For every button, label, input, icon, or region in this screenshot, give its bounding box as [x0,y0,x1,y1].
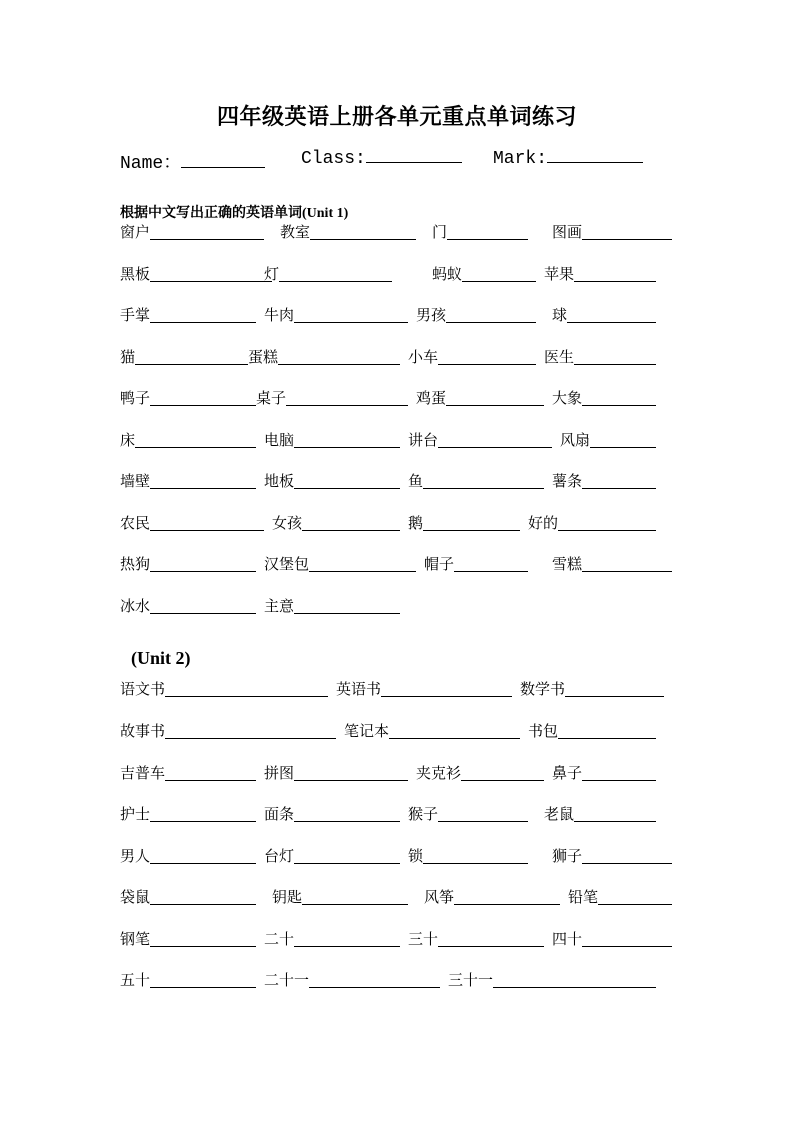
chinese-word: 蛋糕 [248,348,279,366]
mark-field [493,148,643,169]
chinese-word: 鹅 [408,514,424,532]
chinese-word: 狮子 [552,847,583,865]
chinese-word: 拼图 [264,764,295,782]
answer-blank[interactable] [574,348,656,365]
chinese-word: 老鼠 [544,805,575,823]
answer-blank[interactable] [454,555,528,572]
answer-blank[interactable] [574,265,656,282]
vocab-item [120,886,256,908]
vocab-item [552,845,672,867]
answer-blank[interactable] [446,306,536,323]
answer-blank[interactable] [423,847,528,864]
vocab-item [552,387,656,409]
vocab-item [568,886,672,908]
answer-blank[interactable] [309,555,416,572]
vocab-item [120,803,256,825]
class-label: Class: [301,149,366,169]
answer-blank[interactable] [294,597,400,614]
vocab-item [408,470,544,492]
vocab-item [256,387,408,409]
class-blank[interactable] [366,148,462,163]
chinese-word: 猫 [120,348,136,366]
vocab-item [552,928,672,950]
answer-blank[interactable] [302,888,408,905]
vocab-item [120,221,264,243]
answer-blank[interactable] [381,680,512,697]
chinese-word: 铅笔 [568,888,599,906]
unit2-heading: (Unit 2) [131,648,191,668]
chinese-word: 鼻子 [552,764,583,782]
vocab-item [528,720,656,742]
vocab-item [520,678,664,700]
answer-blank[interactable] [135,431,256,448]
chinese-word: 鸡蛋 [416,389,447,407]
chinese-word: 男孩 [416,306,447,324]
vocab-item [272,886,408,908]
chinese-word: 黑板 [120,265,151,283]
answer-blank[interactable] [294,805,400,822]
answer-blank[interactable] [150,805,256,822]
answer-blank[interactable] [558,722,656,739]
vocab-item [280,221,416,243]
chinese-word: 教室 [280,223,311,241]
chinese-word: 三十 [408,930,439,948]
vocab-item [264,928,400,950]
answer-blank[interactable] [150,265,272,282]
chinese-word: 故事书 [120,722,166,740]
answer-blank[interactable] [165,764,256,781]
answer-blank[interactable] [582,847,672,864]
vocab-item [120,720,336,742]
chinese-word: 球 [552,306,568,324]
vocab-item [120,595,256,617]
vocab-item [424,553,528,575]
vocab-item [120,346,248,368]
chinese-word: 小车 [408,348,439,366]
vocab-item [408,803,528,825]
vocab-item [264,762,408,784]
chinese-word: 农民 [120,514,151,532]
chinese-word: 二十 [264,930,295,948]
chinese-word: 猴子 [408,805,439,823]
vocab-item [344,720,520,742]
chinese-word: 鱼 [408,472,424,490]
answer-blank[interactable] [582,930,672,947]
chinese-word: 电脑 [264,431,295,449]
vocab-item [120,387,256,409]
name-field [120,148,265,174]
answer-blank[interactable] [438,930,544,947]
vocab-item [560,429,656,451]
vocab-item [408,928,544,950]
vocab-item [552,221,672,243]
answer-blank[interactable] [165,722,336,739]
answer-blank[interactable] [446,389,544,406]
vocab-item [120,553,256,575]
answer-blank[interactable] [423,514,520,531]
chinese-word: 图画 [552,223,583,241]
chinese-word: 桌子 [256,389,287,407]
class-field [301,148,462,169]
chinese-word: 床 [120,431,136,449]
answer-blank[interactable] [567,306,656,323]
vocab-item [272,512,400,534]
vocab-item [544,263,656,285]
vocab-item [120,678,328,700]
answer-blank[interactable] [438,348,536,365]
vocab-item [120,470,256,492]
vocab-item [448,969,656,991]
vocab-item [408,346,536,368]
chinese-word: 好的 [528,514,559,532]
answer-blank[interactable] [150,514,264,531]
vocab-item [120,928,256,950]
chinese-word: 护士 [120,805,151,823]
answer-blank[interactable] [165,680,328,697]
answer-blank[interactable] [294,472,400,489]
vocab-item [264,429,400,451]
chinese-word: 鸭子 [120,389,151,407]
answer-blank[interactable] [294,764,408,781]
chinese-word: 笔记本 [344,722,390,740]
chinese-word: 女孩 [272,514,303,532]
vocab-item [544,346,656,368]
answer-blank[interactable] [302,514,400,531]
answer-blank[interactable] [447,223,528,240]
vocab-item [264,969,440,991]
answer-blank[interactable] [438,805,528,822]
chinese-word: 吉普车 [120,764,166,782]
answer-blank[interactable] [565,680,664,697]
answer-blank[interactable] [150,306,256,323]
answer-blank[interactable] [389,722,520,739]
chinese-word: 男人 [120,847,151,865]
vocab-item [552,553,672,575]
chinese-word: 苹果 [544,265,575,283]
answer-blank[interactable] [135,348,248,365]
chinese-word: 大象 [552,389,583,407]
answer-blank[interactable] [462,265,536,282]
chinese-word: 牛肉 [264,306,295,324]
answer-blank[interactable] [423,472,544,489]
answer-blank[interactable] [150,971,256,988]
chinese-word: 风筝 [424,888,455,906]
vocab-item [408,512,520,534]
answer-blank[interactable] [438,431,552,448]
chinese-word: 风扇 [560,431,591,449]
answer-blank[interactable] [310,223,416,240]
chinese-word: 地板 [264,472,295,490]
chinese-word: 医生 [544,348,575,366]
answer-blank[interactable] [598,888,672,905]
chinese-word: 冰水 [120,597,151,615]
chinese-word: 帽子 [424,555,455,573]
chinese-word: 手掌 [120,306,151,324]
answer-blank[interactable] [286,389,408,406]
answer-blank[interactable] [294,930,400,947]
name-blank[interactable] [181,153,265,168]
answer-blank[interactable] [582,389,656,406]
vocab-item [264,803,400,825]
chinese-word: 三十一 [448,971,494,989]
vocab-item [264,304,408,326]
answer-blank[interactable] [294,847,400,864]
chinese-word: 锁 [408,847,424,865]
answer-blank[interactable] [150,888,256,905]
chinese-word: 书包 [528,722,559,740]
chinese-word: 主意 [264,597,295,615]
answer-blank[interactable] [558,514,656,531]
name-label: Name： [120,154,182,174]
answer-blank[interactable] [150,555,256,572]
vocab-item [264,845,400,867]
vocab-item [408,845,528,867]
vocab-item [416,762,544,784]
answer-blank[interactable] [294,306,408,323]
answer-blank[interactable] [294,431,400,448]
vocab-item [264,553,416,575]
vocab-item [248,346,400,368]
answer-blank[interactable] [582,223,672,240]
mark-blank[interactable] [547,148,643,163]
vocab-item [552,470,656,492]
chinese-word: 台灯 [264,847,295,865]
vocab-item [432,221,528,243]
chinese-word: 墙壁 [120,472,151,490]
answer-blank[interactable] [574,805,656,822]
chinese-word: 汉堡包 [264,555,310,573]
chinese-word: 钢笔 [120,930,151,948]
answer-blank[interactable] [150,847,256,864]
vocab-item [336,678,512,700]
vocab-item [120,304,256,326]
vocab-item [552,304,656,326]
answer-blank[interactable] [150,472,256,489]
vocab-item [552,762,656,784]
chinese-word: 四十 [552,930,583,948]
vocab-item [424,886,560,908]
answer-blank[interactable] [150,597,256,614]
vocab-item [416,304,536,326]
answer-blank[interactable] [590,431,656,448]
vocab-item [120,512,264,534]
mark-label: Mark: [493,149,548,169]
answer-blank[interactable] [493,971,656,988]
vocab-item [120,845,256,867]
answer-blank[interactable] [582,472,656,489]
chinese-word: 蚂蚁 [432,265,463,283]
answer-blank[interactable] [582,764,656,781]
chinese-word: 雪糕 [552,555,583,573]
vocab-item [120,263,272,285]
vocab-item [432,263,536,285]
chinese-word: 薯条 [552,472,583,490]
chinese-word: 二十一 [264,971,310,989]
vocab-item [408,429,552,451]
chinese-word: 门 [432,223,448,241]
answer-blank[interactable] [150,223,264,240]
vocab-item [120,429,256,451]
vocab-item [416,387,544,409]
chinese-word: 英语书 [336,680,382,698]
chinese-word: 夹克衫 [416,764,462,782]
chinese-word: 讲台 [408,431,439,449]
chinese-word: 五十 [120,971,151,989]
chinese-word: 热狗 [120,555,151,573]
answer-blank[interactable] [150,389,256,406]
answer-blank[interactable] [279,265,392,282]
chinese-word: 袋鼠 [120,888,151,906]
chinese-word: 窗户 [120,223,151,241]
vocab-item [264,470,400,492]
answer-blank[interactable] [309,971,440,988]
answer-blank[interactable] [454,888,560,905]
answer-blank[interactable] [150,930,256,947]
vocab-item [264,263,392,285]
page-title: 四年级英语上册各单元重点单词练习 [216,104,577,130]
vocab-item [544,803,656,825]
vocab-item [120,969,256,991]
unit1-instruction: 根据中文写出正确的英语单词(Unit 1) [120,206,349,221]
answer-blank[interactable] [461,764,544,781]
chinese-word: 钥匙 [272,888,303,906]
chinese-word: 面条 [264,805,295,823]
vocab-item [264,595,400,617]
chinese-word: 灯 [264,265,280,283]
chinese-word: 数学书 [520,680,566,698]
answer-blank[interactable] [582,555,672,572]
chinese-word: 语文书 [120,680,166,698]
answer-blank[interactable] [278,348,400,365]
vocab-item [120,762,256,784]
vocab-item [528,512,656,534]
